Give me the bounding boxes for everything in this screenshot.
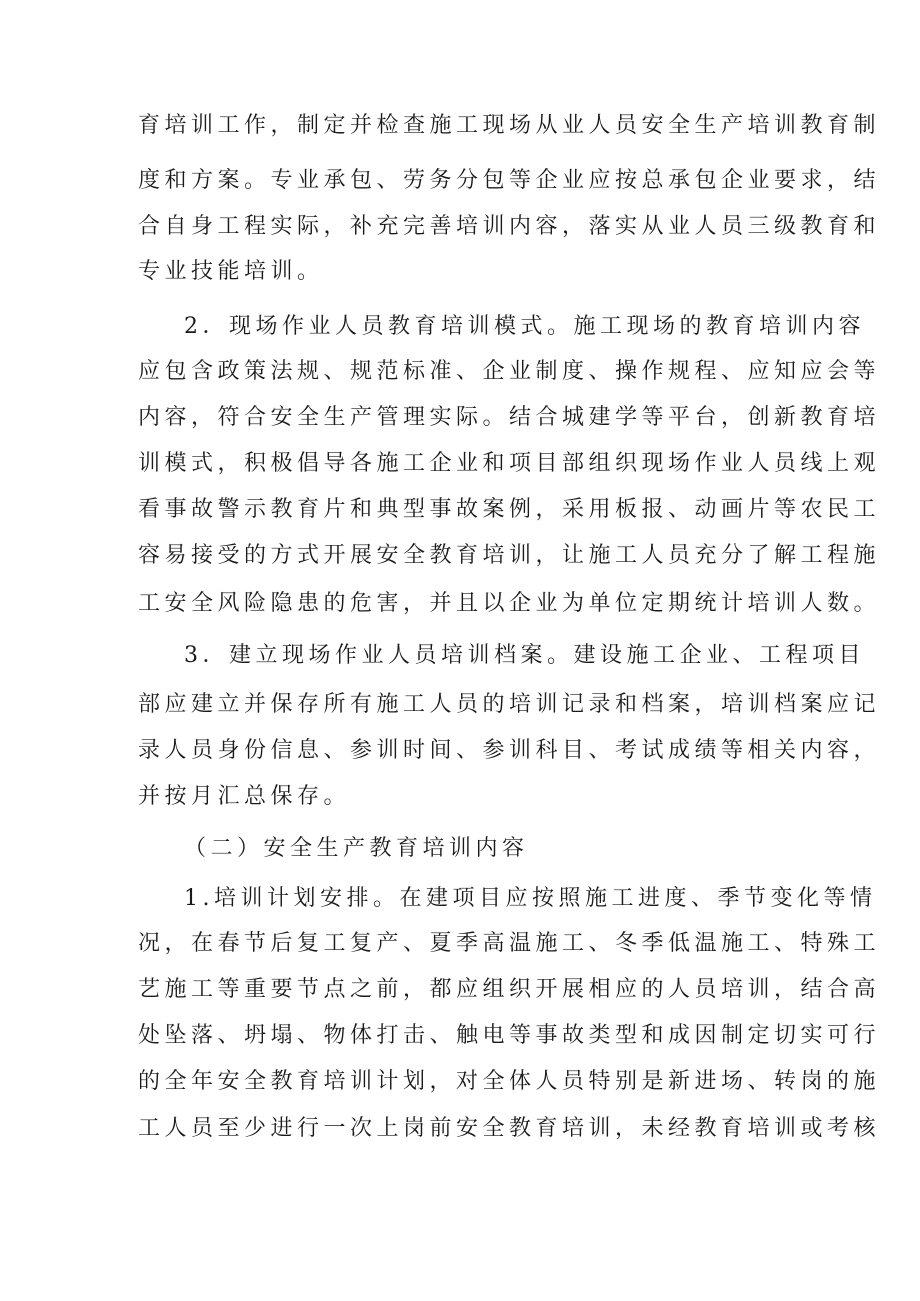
text-line: 应包含政策法规、规范标准、企业制度、操作规程、应知应会等 — [138, 359, 881, 384]
text-line: 容易接受的方式开展安全教育培训，让施工人员充分了解工程施 — [138, 543, 881, 568]
text-line: 况，在春节后复工复产、夏季高温施工、冬季低温施工、特殊工 — [138, 931, 881, 956]
text-line: 部应建立并保存所有施工人员的培训记录和档案，培训档案应记 — [138, 692, 881, 717]
text-line: 训模式，积极倡导各施工企业和项目部组织现场作业人员线上观 — [138, 451, 881, 476]
text-line: 育培训工作，制定并检查施工现场从业人员安全生产培训教育制 — [138, 113, 881, 138]
text-line: 工人员至少进行一次上岗前安全教育培训，未经教育培训或考核 — [138, 1116, 881, 1141]
text-line: 度和方案。专业承包、劳务分包等企业应按总承包企业要求，结 — [138, 168, 881, 193]
text-line: 合自身工程实际，补充完善培训内容，落实从业人员三级教育和 — [138, 214, 881, 239]
section-heading: （二）安全生产教育培训内容 — [184, 836, 529, 861]
text-line: 录人员身份信息、参训时间、参训科目、考试成绩等相关内容， — [138, 738, 881, 763]
text-line: 工安全风险隐患的危害，并且以企业为单位定期统计培训人数。 — [138, 591, 881, 616]
text-line: 处坠落、坍塌、物体打击、触电等事故类型和成因制定切实可行 — [138, 1023, 881, 1048]
text-line: 艺施工等重要节点之前，都应组织开展相应的人员培训，结合高 — [138, 977, 881, 1002]
text-line: 的全年安全教育培训计划，对全体人员特别是新进场、转岗的施 — [138, 1069, 881, 1094]
text-line: 内容，符合安全生产管理实际。结合城建学等平台，创新教育培 — [138, 405, 881, 430]
text-line: 并按月汇总保存。 — [138, 784, 351, 809]
text-line: 1.培训计划安排。在建项目应按照施工进度、季节变化等情 — [184, 886, 877, 911]
text-line: 专业技能培训。 — [138, 259, 324, 284]
text-line: 2．现场作业人员教育培训模式。施工现场的教育培训内容 — [184, 314, 865, 339]
text-line: 3．建立现场作业人员培训档案。建设施工企业、工程项目 — [184, 643, 865, 668]
text-line: 看事故警示教育片和典型事故案例，采用板报、动画片等农民工 — [138, 497, 881, 522]
